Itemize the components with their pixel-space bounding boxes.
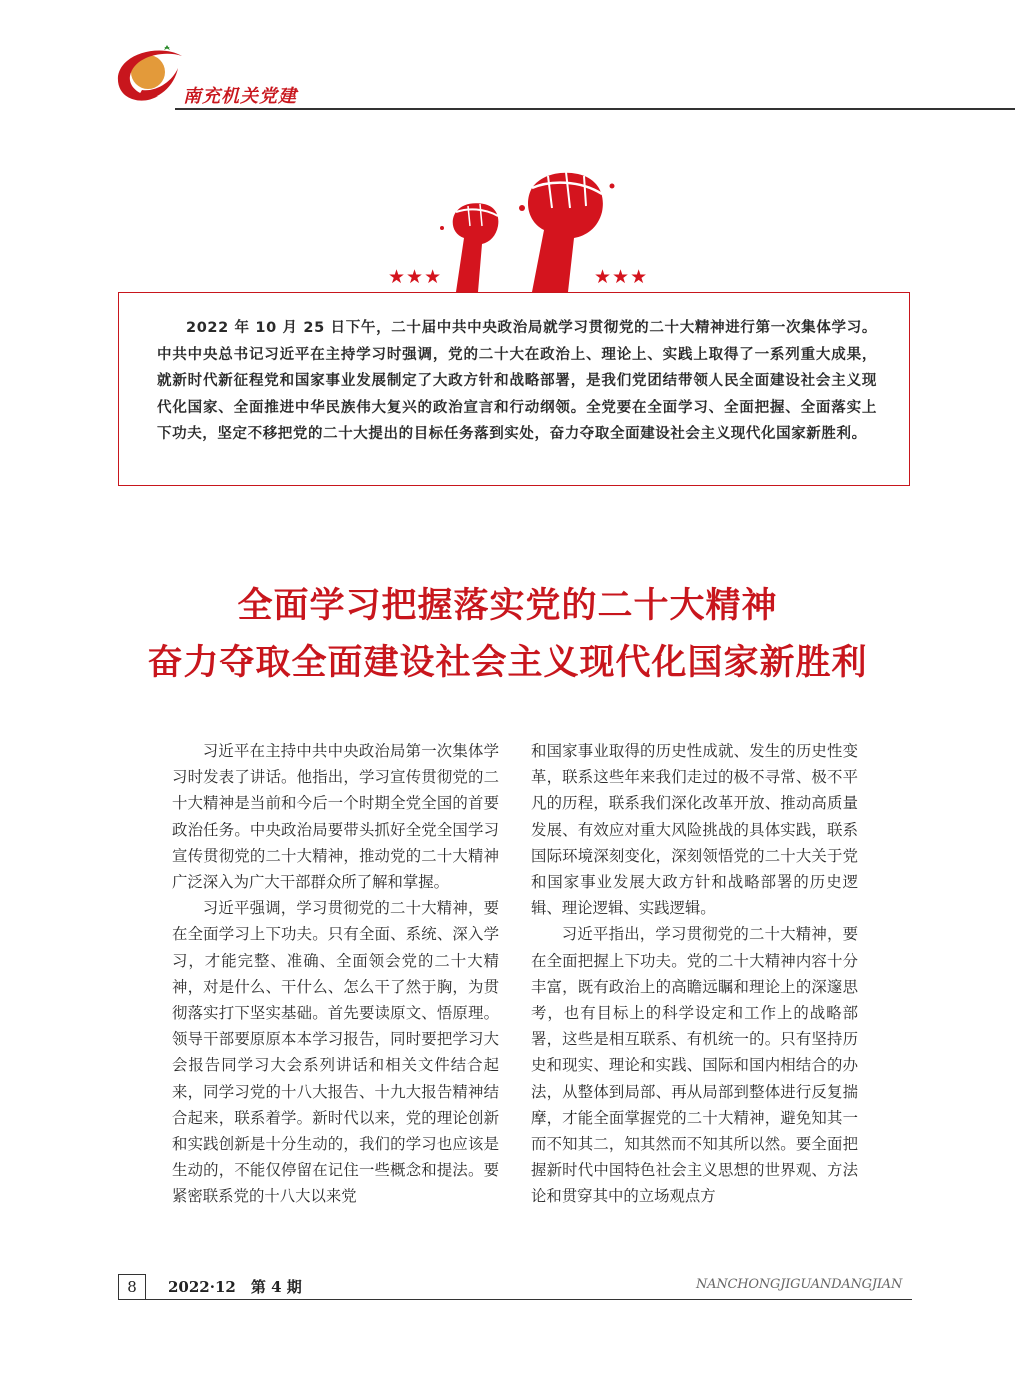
header-divider [175, 108, 1015, 110]
body-paragraph: 习近平在主持中共中央政治局第一次集体学习时发表了讲话。他指出，学习宣传贯彻党的二十大精神是当前和今后一个时期全党全国的首要政治任务。中央政治局要带头抓好全党全国学习宣传贯彻党的二十大精神，推动党的二十大精神广泛深入为广大干部群众所了解和掌握。 [172, 742, 499, 892]
journal-title: 南充机关党建 [183, 86, 297, 107]
banner-stars-left: ★★★ [388, 266, 443, 288]
article-title-line-1: 全面学习把握落实党的二十大精神 [237, 585, 778, 626]
body-paragraph-continued: 和国家事业取得的历史性成就、发生的历史性变革，联系这些年来我们走过的极不寻常、极不平凡的历程，联系我们深化改革开放、推动高质量发展、有效应对重大风险挑战的具体实践，联系国际环境深刻变化，深刻领悟党的二十大关于党和国家事业发展大政方针和战略部署的历史逻辑、理论逻辑、实践逻辑。 [531, 742, 858, 918]
body-column-right [531, 738, 858, 1258]
journal-name-english: NANCHONGJIGUANDANGJIAN [696, 1277, 903, 1292]
intro-paragraph: 2022 年 10 月 25 日下午，二十届中共中央政治局就学习贯彻党的二十大精神进行第一次集体学习。中共中央总书记习近平在主持学习时强调，党的二十大在政治上、理论上、实践上取得了一系列重大成果，就新时代新征程党和国家事业发展制定了大政方针和战略部署，是我们党团结带领人民全面建设社会主义现代化国家、全面推进中华民族伟大复兴的政治宣言和行动纲领。全党要在全面学习、全面把握、全面落实上下功夫，坚定不移把党的二十大提出的目标任务落到实处，奋力夺取全面建设社会主义现代化国家新胜利。 [157, 320, 877, 442]
issue-label: 2022·12 第 4 期 [168, 1278, 302, 1296]
body-paragraph: 习近平指出，学习贯彻党的二十大精神，要在全面把握上下功夫。党的二十大精神内容十分丰富，既有政治上的高瞻远瞩和理论上的深邃思考，也有目标上的科学设定和工作上的战略部署，这些是相互联系、有机统一的。只有坚持历史和现实、理论和实践、国际和国内相结合的办法，从整体到局部、再从局部到整体进行反复揣摩，才能全面掌握党的二十大精神，避免知其一而不知其二，知其然而不知其所以然。要全面把握新时代中国特色社会主义思想的世界观、方法论和贯穿其中的立场观点方 [531, 925, 858, 1206]
banner-stars-right: ★★★ [594, 266, 649, 288]
page-header [0, 0, 1015, 125]
party-emblem-swoosh-icon [112, 42, 186, 110]
body-column-left [172, 738, 499, 1258]
banner-graphic [372, 168, 666, 296]
intro-box [118, 292, 910, 486]
article-title-line-2: 奋力夺取全面建设社会主义现代化国家新胜利 [147, 642, 868, 683]
page-number: 8 [118, 1274, 146, 1300]
footer-divider [146, 1299, 912, 1300]
body-paragraph: 习近平强调，学习贯彻党的二十大精神，要在全面学习上下功夫。只有全面、系统、深入学习，才能完整、准确、全面领会党的二十大精神，对是什么、干什么、怎么干了然于胸，为贯彻落实打下坚实基础。首先要读原文、悟原理。领导干部要原原本本学习报告，同时要把学习大会报告同学习大会系列讲话和相关文件结合起来，同学习党的十八大报告、十九大报告精神结合起来，联系着学。新时代以来，党的理论创新和实践创新是十分生动的，我们的学习也应该是生动的，不能仅停留在记住一些概念和提法。要紧密联系党的十八大以来党 [172, 899, 499, 1206]
